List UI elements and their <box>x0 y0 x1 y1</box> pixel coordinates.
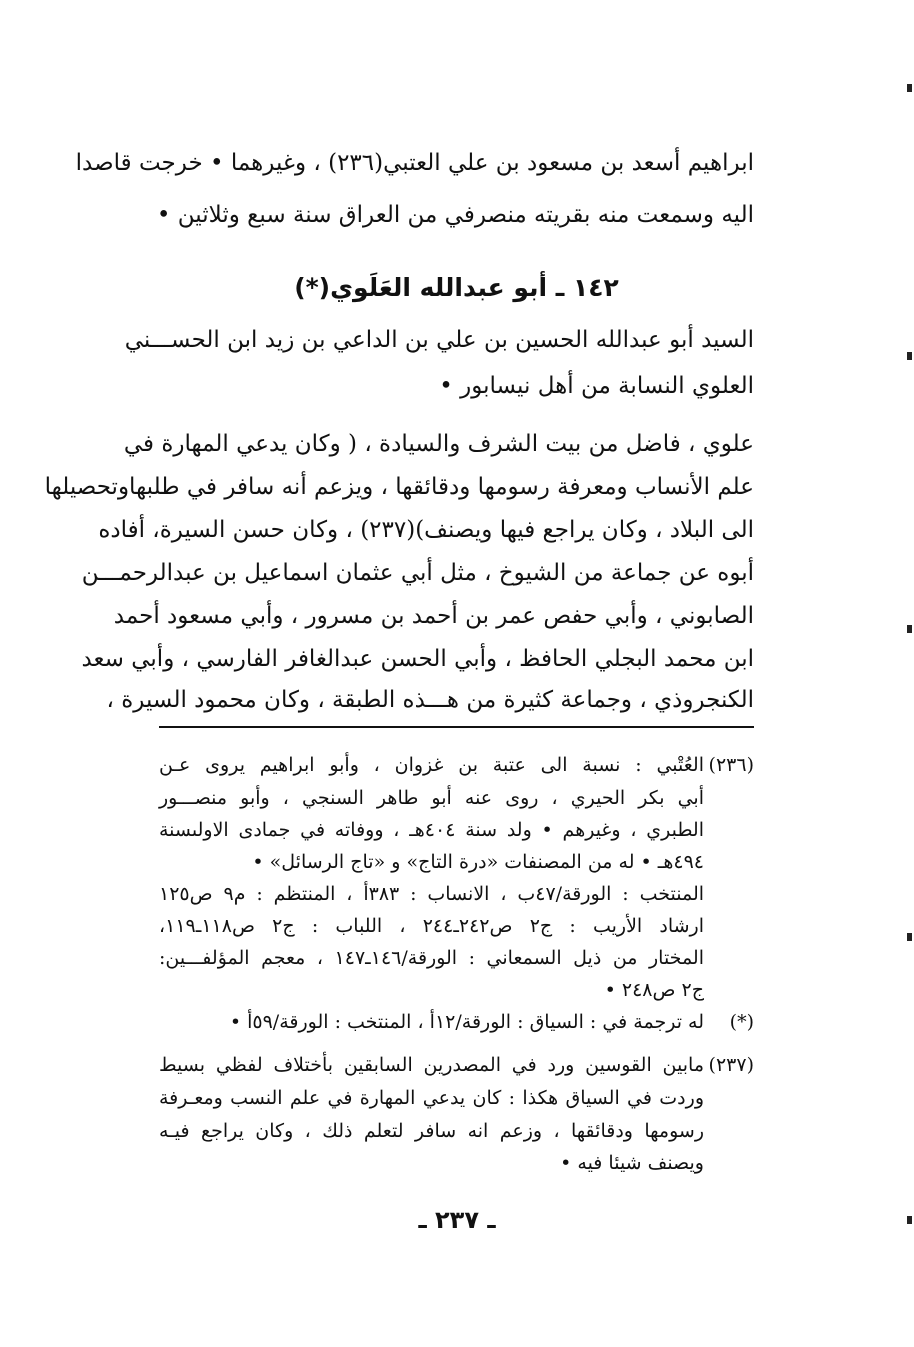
footnote-line: له ترجمة في : السياق : الورقة/١٢أ ، المنتخب : الورقة/٥٩أ • <box>229 1011 704 1033</box>
footnote-line: ويصنف شيئا فيه • <box>560 1152 704 1174</box>
entry-heading: ١٤٢ ـ أبو عبدالله العَلَوي(*) <box>294 273 619 302</box>
body-line: ابراهيم أسعد بن مسعود بن علي العتبي(٢٣٦) ، وغيرهما • خرجت قاصدا <box>75 150 754 176</box>
scan-edge-mark <box>907 933 912 941</box>
body-line: الكنجروذي ، وجماعة كثيرة من هـــذه الطبقة ، وكان محمود السيرة ، <box>106 687 754 713</box>
footnote-line: ج٢ ص٢٤٨ • <box>604 979 704 1001</box>
footnote-line: المنتخب : الورقة/٤٧ب ، الانساب : ٣٨٣أ ، المنتظم : م٩ ص١٢٥ <box>159 883 705 905</box>
page-number: ـ ٢٣٧ ـ <box>418 1206 496 1234</box>
body-line: السيد أبو عبدالله الحسين بن علي بن الداعي بن زيد ابن الحســـني <box>124 327 754 353</box>
footnote-line: ٤٩٤هـ • له من المصنفات «درة التاج» و «تاج الرسائل» • <box>252 851 704 873</box>
body-line: الصابوني ، وأبي حفص عمر بن أحمد بن مسرور ، وأبي مسعود أحمد <box>113 603 754 629</box>
scan-edge-mark <box>907 1216 912 1224</box>
body-line: علوي ، فاضل من بيت الشرف والسيادة ، ( وكان يدعي المهارة في <box>123 431 754 457</box>
footnote-line: مابين القوسين ورد في المصدرين السابقين بأختلاف لفظي بسيط <box>159 1054 704 1076</box>
scan-edge-mark <box>907 352 912 360</box>
footnote-line: ارشاد الأريب : ج٢ ص٢٤٢ـ٢٤٤ ، اللباب : ج٢ ص١١٨ـ١١٩، <box>159 915 704 937</box>
footnote-line: أبي بكر الحيري ، روى عنه أبو طاهر السنجي ، وأبو منصـــور <box>159 787 704 809</box>
footnote-separator <box>159 726 754 728</box>
footnote-star-label: (*) <box>729 1011 754 1033</box>
footnote-line: المختار من ذيل السمعاني : الورقة/١٤٦ـ١٤٧ ، معجم المؤلفـــين: <box>159 947 704 969</box>
body-line: علم الأنساب ومعرفة رسومها ودقائقها ، ويزعم أنه سافر في طلبهاوتحصيلها <box>44 474 754 500</box>
footnote-line: العُتْبي : نسبة الى عتبة بن غزوان ، وأبو ابراهيم يروى عـن <box>159 754 704 776</box>
body-line: العلوي النسابة من أهل نيسابور • <box>439 373 754 399</box>
footnote-line: رسومها ودقائقها ، وزعم انه سافر لتعلم ذلك ، وكان يراجع فيـه <box>159 1120 704 1142</box>
body-line: ابن محمد البجلي الحافظ ، وأبي الحسن عبدالغافر الفارسي ، وأبي سعد <box>81 646 754 672</box>
body-line: الى البلاد ، وكان يراجع فيها ويصنف)(٢٣٧) ، وكان حسن السيرة، أفاده <box>98 517 754 543</box>
body-line: اليه وسمعت منه بقريته منصرفي من العراق سنة سبع وثلاثين • <box>156 202 754 228</box>
footnote-236-label: (٢٣٦) <box>708 754 754 776</box>
scan-edge-mark <box>907 84 912 92</box>
footnote-line: الطبري ، وغيرهم • ولد سنة ٤٠٤هـ ، ووفاته في جمادى الاولىسنة <box>159 819 704 841</box>
footnote-237-label: (٢٣٧) <box>708 1054 754 1076</box>
footnote-line: وردت في السياق هكذا : كان يدعي المهارة في علم النسب ومعـرفة <box>159 1087 704 1109</box>
body-line: أبوه عن جماعة من الشيوخ ، مثل أبي عثمان اسماعيل بن عبدالرحمـــن <box>81 560 754 586</box>
scan-edge-mark <box>907 625 912 633</box>
